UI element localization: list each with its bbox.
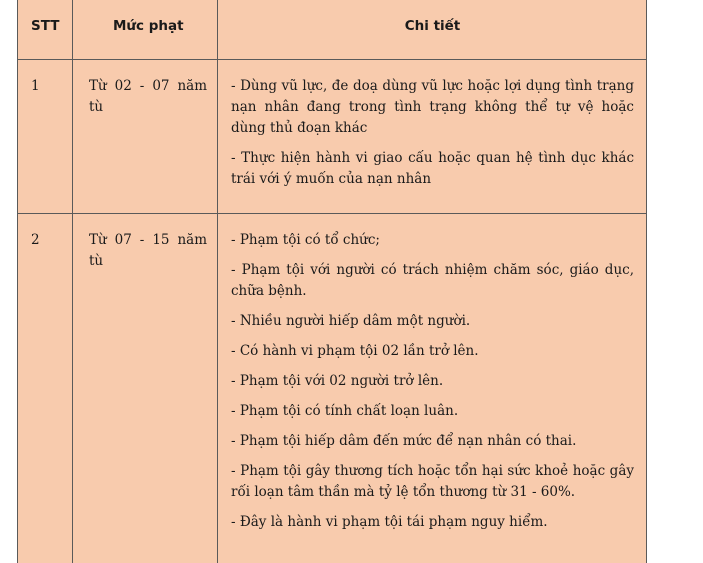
- detail-item: - Phạm tội hiếp dâm đến mức để nạn nhân có thai.: [231, 433, 577, 449]
- detail-item: - Thực hiện hành vi giao cấu hoặc quan hệ tình dục khác trái với ý muốn của nạn nhân: [231, 150, 634, 187]
- column-divider: [217, 0, 218, 563]
- detail-item: - Phạm tội với người có trách nhiệm chăm sóc, giáo dục, chữa bệnh.: [231, 262, 634, 299]
- detail-item: - Phạm tội có tổ chức;: [231, 232, 380, 248]
- row-2-stt: 2: [31, 232, 40, 248]
- penalty-table: [17, 0, 647, 563]
- detail-item: - Phạm tội với 02 người trở lên.: [231, 373, 444, 389]
- row-2-penalty: Từ 07 - 15 năm tù: [89, 232, 207, 269]
- detail-item: - Đây là hành vi phạm tội tái phạm nguy hiểm.: [231, 514, 548, 530]
- row-divider: [18, 213, 646, 214]
- header-stt: STT: [31, 18, 60, 34]
- row-2-details: [231, 230, 634, 533]
- row-1-penalty: Từ 02 - 07 năm tù: [89, 78, 207, 115]
- detail-item: - Phạm tội gây thương tích hoặc tổn hại sức khoẻ hoặc gây rối loạn tâm thần mà tỷ lệ tổn thương từ 31 - 60%.: [231, 463, 634, 500]
- detail-item: - Nhiều người hiếp dâm một người.: [231, 313, 471, 329]
- detail-item: - Dùng vũ lực, đe doạ dùng vũ lực hoặc lợi dụng tình trạng nạn nhân đang trong tình trạng không thể tự vệ hoặc dùng thủ đoạn khác: [231, 78, 634, 136]
- detail-item: - Phạm tội có tính chất loạn luân.: [231, 403, 459, 419]
- header-penalty: Mức phạt: [113, 18, 184, 34]
- row-1-details: [231, 76, 634, 190]
- row-divider: [18, 59, 646, 60]
- header-details: Chi tiết: [404, 18, 461, 34]
- detail-item: - Có hành vi phạm tội 02 lần trở lên.: [231, 343, 479, 359]
- column-divider: [72, 0, 73, 563]
- row-1-stt: 1: [31, 78, 40, 94]
